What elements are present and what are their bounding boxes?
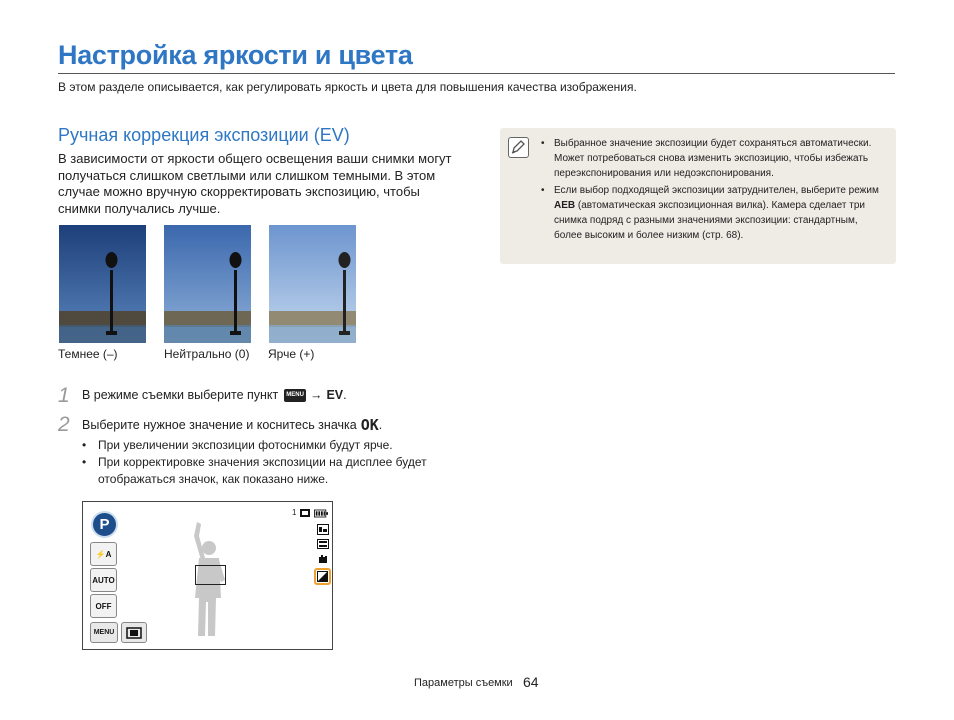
step-bullet: • При увеличении экспозиции фотоснимки будут ярче.	[82, 437, 462, 454]
display-icon	[126, 627, 142, 639]
section-paragraph: В зависимости от яркости общего освещения ваши снимки могут получаться слишком светлыми или слишком темными. В этом случае можно вручную скорректировать экспозицию, чтобы снимки получались лучше.	[58, 151, 452, 216]
section-heading: Ручная коррекция экспозиции (EV)	[58, 125, 350, 145]
photo-brighter	[269, 225, 356, 343]
note-box	[500, 128, 896, 264]
intro-text: В этом разделе описывается, как регулировать яркость и цвета для повышения качества изображения.	[58, 80, 637, 94]
ev-label: EV	[326, 388, 344, 402]
note-item-text: (автоматическая экспозиционная вилка). Камера сделает три снимка подряд с разными значениями экспозиции: стандартным, более высоким и более низким (стр. 68).	[554, 200, 865, 241]
ok-icon: OK	[360, 416, 379, 434]
note-pencil-icon	[508, 137, 529, 158]
photo-caption-brighter: Ярче (+)	[268, 347, 315, 361]
street-lamp-photo	[59, 225, 146, 343]
step-bullets	[82, 437, 462, 488]
battery-icon	[314, 507, 328, 519]
step-2-number: 2	[58, 413, 70, 436]
step-2-end: .	[378, 418, 383, 432]
step-1-end: .	[343, 388, 347, 402]
arrow-icon: →	[309, 388, 323, 402]
quality-icon	[316, 538, 330, 550]
step-2-label: Выберите нужное значение и коснитесь значка	[82, 418, 357, 432]
step-1-number: 1	[58, 384, 70, 407]
flash-button[interactable]: ⚡A	[90, 542, 117, 566]
photo-neutral	[164, 225, 251, 343]
note-list	[540, 136, 885, 245]
photo-darker	[59, 225, 146, 343]
step-1-text	[82, 388, 347, 402]
stabilizer-icon	[316, 553, 330, 565]
step-bullet: • При корректировке значения экспозиции на дисплее будет отображаться значок, как показано ниже.	[82, 454, 462, 488]
note-item	[540, 183, 885, 243]
photo-caption-neutral: Нейтрально (0)	[164, 347, 250, 361]
size-icon	[316, 523, 330, 535]
focus-auto-button[interactable]: AUTO	[90, 568, 117, 592]
menu-button-icon: MENU	[284, 389, 306, 402]
street-lamp-photo	[269, 225, 356, 343]
menu-button[interactable]: MENU	[90, 622, 118, 643]
title-rule	[58, 73, 895, 74]
footer-section-label: Параметры съемки	[414, 677, 513, 689]
program-mode-button[interactable]: P	[91, 511, 118, 538]
aeb-label: AEB	[554, 200, 576, 211]
street-lamp-photo	[164, 225, 251, 343]
step-1-label: В режиме съемки выберите пункт	[82, 388, 279, 402]
memory-card-icon	[298, 507, 312, 519]
focus-frame	[195, 565, 226, 585]
camera-screen	[82, 501, 333, 650]
photo-caption-darker: Темнее (–)	[58, 347, 118, 361]
shot-count: 1	[292, 508, 297, 517]
display-button[interactable]	[121, 622, 147, 643]
page-title: Настройка яркости и цвета	[58, 40, 413, 70]
note-item: • Выбранное значение экспозиции будет сохраняться автоматически. Может потребоваться снова изменить экспозицию, чтобы избежать переэкспонирования или недоэкспонирования.	[540, 136, 885, 181]
note-item-text: Если выбор подходящей экспозиции затруднителен, выберите режим	[554, 185, 879, 196]
page-number: 64	[523, 674, 539, 690]
ev-icon	[314, 568, 331, 585]
timer-off-button[interactable]: OFF	[90, 594, 117, 618]
step-2-text	[82, 416, 382, 434]
